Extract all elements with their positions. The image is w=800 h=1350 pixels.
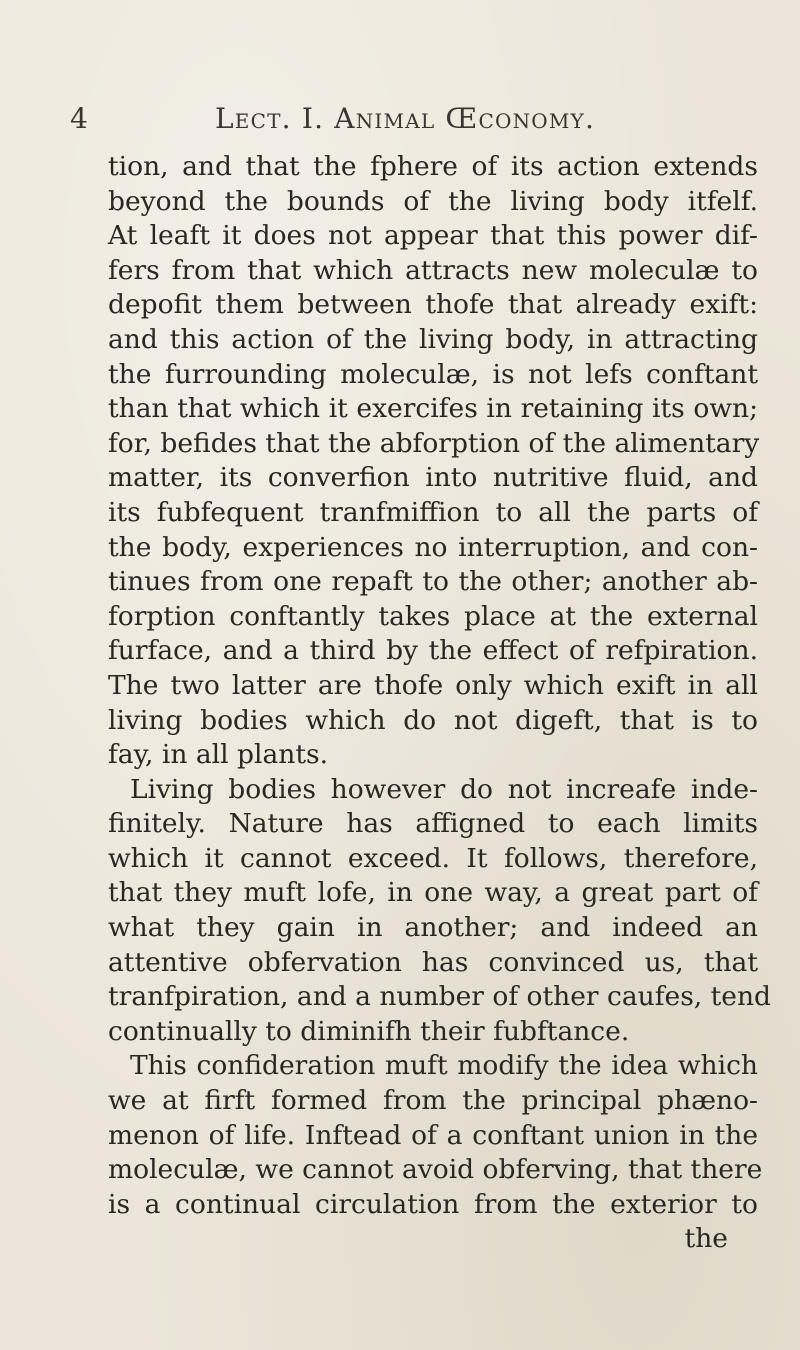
page-header bbox=[70, 102, 710, 142]
text-line: its fubfequent tranfmiffion to all the parts of bbox=[108, 496, 758, 528]
text-line: for, befides that the abforption of the alimentary bbox=[108, 427, 760, 459]
text-line: moleculæ, we cannot avoid obferving, that there bbox=[108, 1154, 763, 1186]
text-line: the furrounding moleculæ, is not lefs conftant bbox=[108, 358, 758, 390]
running-head: Lect. I. Animal Œconomy. bbox=[215, 102, 596, 135]
text-line: tranfpiration, and a number of other caufes, tend bbox=[108, 981, 772, 1013]
text-line: furface, and a third by the effect of refpiration. bbox=[108, 635, 758, 667]
text-line: living bodies which do not digeft, that is to bbox=[108, 704, 758, 736]
text-line: depofit them between thofe that already exift: bbox=[108, 289, 758, 321]
body-text bbox=[108, 150, 772, 1257]
text-line: tion, and that the fphere of its action extends bbox=[108, 151, 758, 182]
text-line: The two latter are thofe only which exift in all bbox=[108, 669, 758, 701]
text-line: matter, its converfion into nutritive fluid, and bbox=[108, 462, 758, 494]
text-line: that they muft lofe, in one way, a great part of bbox=[108, 877, 758, 909]
text-line: what they gain in another; and indeed an bbox=[108, 912, 758, 944]
text-line: This confideration muft modify the idea which bbox=[130, 1050, 758, 1082]
text-line: we at firft formed from the principal phæno- bbox=[108, 1085, 758, 1117]
page-number: 4 bbox=[70, 102, 89, 135]
text-line: Living bodies however do not increafe inde- bbox=[130, 773, 758, 805]
text-line: and this action of the living body, in attracting bbox=[108, 323, 758, 355]
text-line: is a continual circulation from the exterior to bbox=[108, 1188, 758, 1220]
text-line: menon of life. Inftead of a conftant union in the bbox=[108, 1119, 758, 1151]
text-line: the body, experiences no interruption, and con- bbox=[108, 531, 758, 563]
text-line: forption conftantly takes place at the external bbox=[108, 600, 758, 632]
text-line: tinues from one repaft to the other; another ab- bbox=[108, 566, 758, 598]
text-line: attentive obfervation has convinced us, that bbox=[108, 946, 758, 978]
text-line: At leaft it does not appear that this power dif- bbox=[108, 220, 758, 252]
text-line: beyond the bounds of the living body itfelf. bbox=[108, 185, 758, 217]
text-line: than that which it exercifes in retaining its own; bbox=[108, 393, 758, 425]
text-line: which it cannot exceed. It follows, therefore, bbox=[108, 842, 758, 874]
text-line: fers from that which attracts new moleculæ to bbox=[108, 254, 758, 286]
text-line: finitely. Nature has affigned to each limits bbox=[108, 808, 758, 840]
catchword: the bbox=[684, 1223, 728, 1255]
text-line: continually to diminifh their fubftance. bbox=[108, 1015, 630, 1047]
text-line: fay, in all plants. bbox=[108, 739, 329, 771]
